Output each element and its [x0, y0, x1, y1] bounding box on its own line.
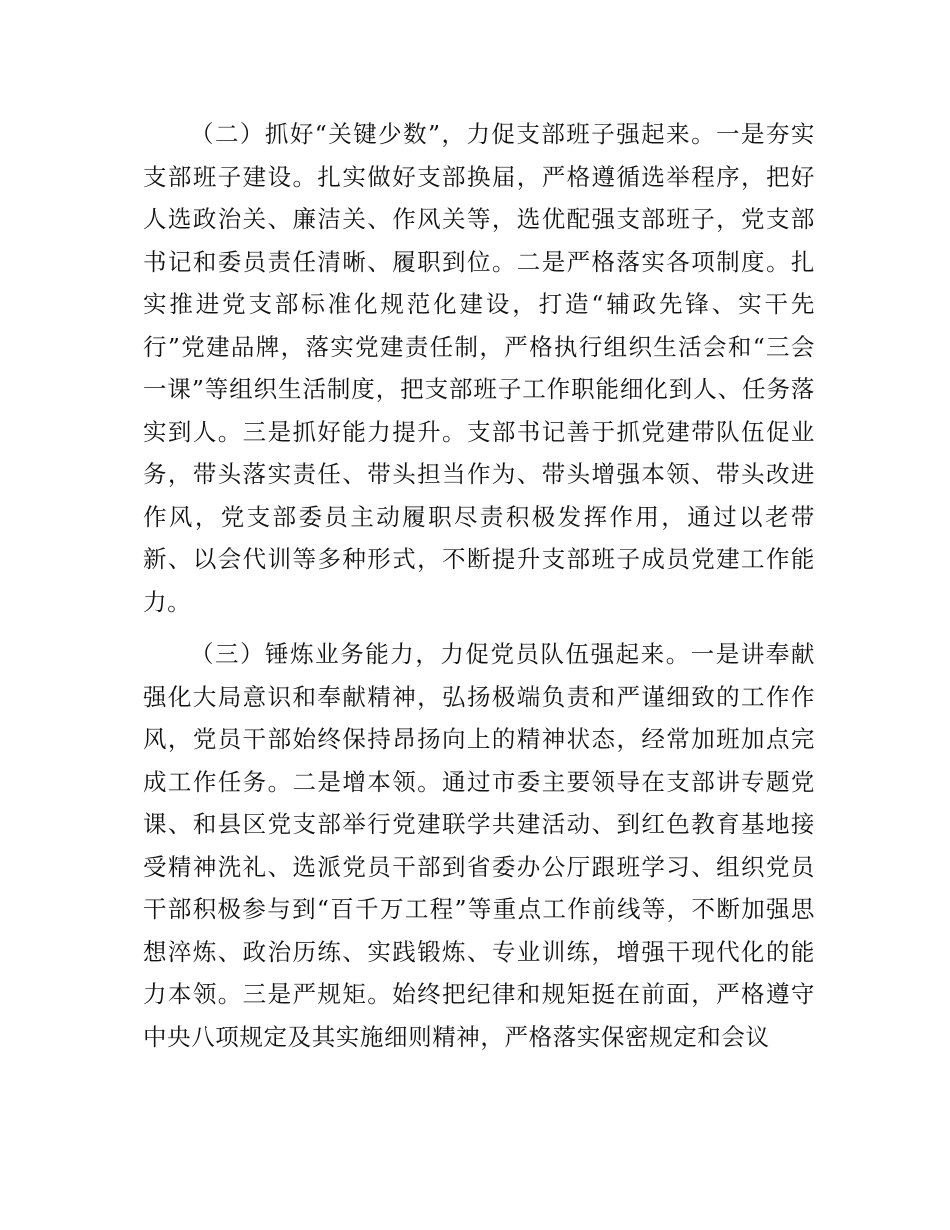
paragraph-branch-leadership: （二）抓好“关键少数”，力促支部班子强起来。一是夯实支部班子建设。扎实做好支部换届，严格遵循选举程序，把好人选政治关、廉洁关、作风关等，选优配强支部班子，党支部书记和委员责任清晰、履职到位。二是严格落实各项制度。扎实推进党支部标准化规范化建设，打造“辅政先锋、实干先行”党建品牌，落实党建责任制，严格执行组织生活会和“三会一课”等组织生活制度，把支部班子工作职能细化到人、任务落实到人。三是抓好能力提升。支部书记善于抓党建带队伍促业务，带头落实责任、带头担当作为、带头增强本领、带头改进作风，党支部委员主动履职尽责积极发挥作用，通过以老带新、以会代训等多种形式，不断提升支部班子成员党建工作能力。	[143, 120, 815, 616]
document-body	[143, 113, 815, 1058]
paragraph-member-team: （三）锤炼业务能力，力促党员队伍强起来。一是讲奉献强化大局意识和奉献精神，弘扬极端负责和严谨细致的工作作风，党员干部始终保持昂扬向上的精神状态，经常加班加点完成工作任务。二是增本领。通过市委主要领导在支部讲专题党课、和县区党支部举行党建联学共建活动、到红色教育基地接受精神洗礼、选派党员干部到省委办公厅跟班学习、组织党员干部积极参与到“百千万工程”等重点工作前线等，不断加强思想淬炼、政治历练、实践锻炼、专业训练，增强干现代化的能力本领。三是严规矩。始终把纪律和规矩挺在前面，严格遵守中央八项规定及其实施细则精神，严格落实保密规定和会议	[143, 640, 815, 1051]
